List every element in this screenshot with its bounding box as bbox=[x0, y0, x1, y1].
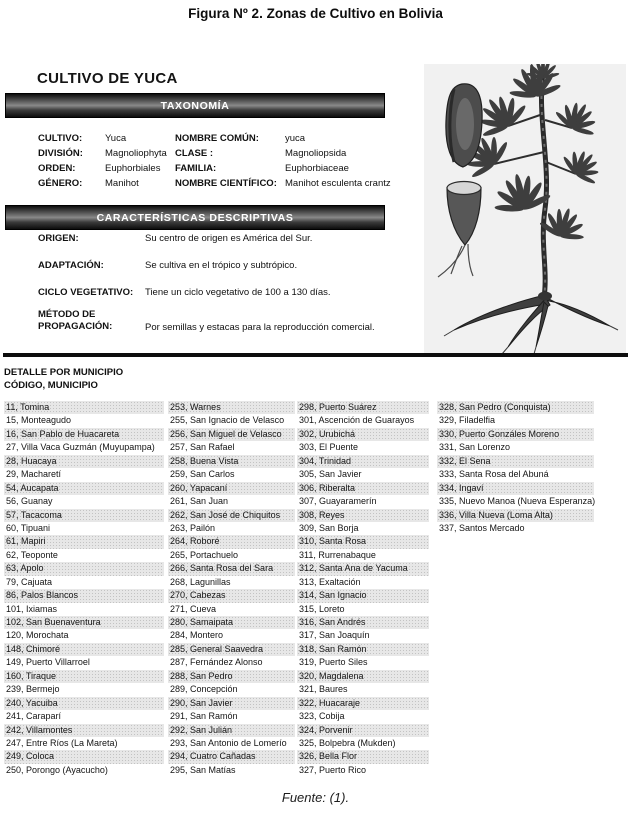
characteristic-row-metodo bbox=[38, 309, 408, 333]
municipio-item: 280, Samaipata bbox=[168, 616, 295, 629]
municipio-item: 290, San Javier bbox=[168, 697, 295, 710]
characteristic-value: Tiene un ciclo vegetativo de 100 a 130 días. bbox=[145, 287, 331, 298]
municipio-item: 101, Ixiamas bbox=[6, 603, 58, 614]
municipio-item: 62, Teoponte bbox=[6, 549, 58, 560]
municipio-item: 11, Tomina bbox=[4, 401, 164, 414]
municipio-item: 311, Rurrenabaque bbox=[299, 549, 376, 560]
municipio-item: 258, Buena Vista bbox=[168, 455, 295, 468]
taxonomy-row bbox=[38, 131, 398, 146]
municipio-item: 28, Huacaya bbox=[4, 455, 164, 468]
municipio-item: 54, Aucapata bbox=[4, 482, 164, 495]
municipio-item: 336, Villa Nueva (Loma Alta) bbox=[437, 509, 594, 522]
municipio-item: 259, San Carlos bbox=[170, 469, 235, 480]
municipio-item: 160, Tiraque bbox=[4, 670, 164, 683]
characteristic-label: CICLO VEGETATIVO: bbox=[38, 287, 134, 298]
municipio-item: 285, General Saavedra bbox=[168, 643, 295, 656]
municipio-item: 102, San Buenaventura bbox=[4, 616, 164, 629]
municipio-item: 308, Reyes bbox=[297, 509, 429, 522]
taxonomy-row bbox=[38, 176, 398, 191]
cassava-plant-illustration bbox=[424, 64, 626, 356]
characteristic-row-origen bbox=[38, 233, 408, 245]
taxonomy-value: Magnoliopsida bbox=[285, 148, 347, 159]
municipio-item: 315, Loreto bbox=[299, 603, 345, 614]
taxonomy-value: Euphorbiaceae bbox=[285, 163, 349, 174]
municipio-item: 301, Ascención de Guarayos bbox=[299, 415, 415, 426]
municipio-item: 241, Caraparí bbox=[6, 711, 62, 722]
municipio-item: 298, Puerto Suárez bbox=[297, 401, 429, 414]
characteristic-label: ADAPTACIÓN: bbox=[38, 260, 104, 271]
municipio-item: 262, San José de Chiquitos bbox=[168, 509, 295, 522]
taxonomy-value: Manihot esculenta crantz bbox=[285, 178, 391, 189]
municipio-item: 294, Cuatro Cañadas bbox=[168, 750, 295, 763]
municipio-item: 56, Guanay bbox=[6, 496, 53, 507]
municipio-item: 333, Santa Rosa del Abuná bbox=[439, 469, 549, 480]
municipio-item: 310, Santa Rosa bbox=[297, 535, 429, 548]
municipio-item: 332, El Sena bbox=[437, 455, 594, 468]
municipio-item: 329, Filadelfia bbox=[439, 415, 496, 426]
taxonomy-table bbox=[38, 131, 398, 191]
municipio-item: 317, San Joaquín bbox=[299, 630, 370, 641]
municipio-item: 291, San Ramón bbox=[170, 711, 238, 722]
municipio-item: 309, San Borja bbox=[299, 522, 359, 533]
municipio-item: 295, San Matías bbox=[170, 764, 236, 775]
taxonomy-label: ORDEN: bbox=[38, 163, 76, 174]
taxonomy-label: FAMILIA: bbox=[175, 163, 217, 174]
characteristics-section-header bbox=[5, 205, 385, 230]
taxonomy-value: Euphorbiales bbox=[105, 163, 161, 174]
municipio-item: 57, Tacacoma bbox=[4, 509, 164, 522]
figure-source: Fuente: (1). bbox=[281, 790, 350, 805]
municipio-item: 302, Urubichá bbox=[297, 428, 429, 441]
municipio-item: 284, Montero bbox=[170, 630, 224, 641]
taxonomy-value: Magnoliophyta bbox=[105, 148, 167, 159]
municipio-item: 335, Nuevo Manoa (Nueva Esperanza) bbox=[439, 496, 596, 507]
municipio-item: 319, Puerto Siles bbox=[299, 657, 368, 668]
municipios-heading-line2: CÓDIGO, MUNICIPIO bbox=[4, 380, 98, 391]
taxonomy-label: DIVISIÓN: bbox=[38, 148, 83, 159]
municipio-item: 16, San Pablo de Huacareta bbox=[4, 428, 164, 441]
municipio-item: 242, Villamontes bbox=[4, 724, 164, 737]
characteristics-header-label: CARACTERÍSTICAS DESCRIPTIVAS bbox=[96, 211, 294, 224]
municipio-item: 314, San Ignacio bbox=[297, 589, 429, 602]
municipio-item: 328, San Pedro (Conquista) bbox=[437, 401, 594, 414]
taxonomy-value: yuca bbox=[285, 133, 306, 144]
municipio-item: 247, Entre Ríos (La Mareta) bbox=[6, 737, 118, 748]
municipio-item: 86, Palos Blancos bbox=[4, 589, 164, 602]
municipio-item: 287, Fernández Alonso bbox=[170, 657, 263, 668]
taxonomy-label: GÉNERO: bbox=[38, 178, 83, 189]
municipio-item: 330, Puerto Gonzáles Moreno bbox=[437, 428, 594, 441]
municipio-item: 325, Bolpebra (Mukden) bbox=[299, 737, 396, 748]
municipio-item: 265, Portachuelo bbox=[170, 549, 239, 560]
municipio-item: 250, Porongo (Ayacucho) bbox=[6, 764, 108, 775]
taxonomy-row bbox=[38, 146, 398, 161]
characteristic-value: Por semillas y estacas para la reproducción comercial. bbox=[145, 322, 375, 333]
municipio-item: 79, Cajuata bbox=[6, 576, 53, 587]
municipio-item: 293, San Antonio de Lomerío bbox=[170, 737, 287, 748]
municipio-item: 61, Mapiri bbox=[4, 535, 164, 548]
municipios-heading bbox=[4, 366, 123, 392]
characteristic-value: Se cultiva en el trópico y subtrópico. bbox=[145, 260, 298, 271]
taxonomy-row bbox=[38, 161, 398, 176]
municipio-item: 29, Macharetí bbox=[6, 469, 62, 480]
municipio-item: 334, Ingaví bbox=[437, 482, 594, 495]
municipio-item: 303, El Puente bbox=[299, 442, 359, 453]
municipio-item: 316, San Andrés bbox=[297, 616, 429, 629]
municipio-item: 253, Warnes bbox=[168, 401, 295, 414]
municipio-item: 271, Cueva bbox=[170, 603, 217, 614]
characteristic-row-ciclo bbox=[38, 287, 408, 299]
municipio-item: 266, Santa Rosa del Sara bbox=[168, 562, 295, 575]
municipio-item: 304, Trinidad bbox=[297, 455, 429, 468]
municipio-column-1 bbox=[4, 401, 164, 777]
municipio-item: 240, Yacuiba bbox=[4, 697, 164, 710]
characteristic-label: MÉTODO DE PROPAGACIÓN: bbox=[38, 309, 113, 332]
municipio-item: 261, San Juan bbox=[170, 496, 229, 507]
taxonomy-label: CULTIVO: bbox=[38, 133, 83, 144]
taxonomy-header-label: TAXONOMÍA bbox=[160, 99, 230, 112]
taxonomy-label: NOMBRE COMÚN: bbox=[175, 133, 259, 144]
municipio-item: 337, Santos Mercado bbox=[439, 522, 525, 533]
municipio-column-4 bbox=[437, 401, 594, 535]
municipio-item: 306, Riberalta bbox=[297, 482, 429, 495]
municipio-item: 270, Cabezas bbox=[168, 589, 295, 602]
taxonomy-value: Yuca bbox=[105, 133, 127, 144]
municipio-item: 149, Puerto Villarroel bbox=[6, 657, 90, 668]
municipio-item: 257, San Rafael bbox=[170, 442, 235, 453]
taxonomy-label: CLASE : bbox=[175, 148, 213, 159]
municipio-item: 263, Pailón bbox=[170, 522, 216, 533]
municipio-item: 292, San Julián bbox=[168, 724, 295, 737]
municipio-item: 15, Monteagudo bbox=[6, 415, 72, 426]
municipio-item: 63, Apolo bbox=[4, 562, 164, 575]
municipio-item: 312, Santa Ana de Yacuma bbox=[297, 562, 429, 575]
municipio-item: 318, San Ramón bbox=[297, 643, 429, 656]
figure-title: Figura Nº 2. Zonas de Cultivo en Bolivia bbox=[188, 6, 443, 21]
municipio-item: 249, Coloca bbox=[4, 750, 164, 763]
cassava-plant-svg bbox=[424, 64, 626, 356]
municipio-item: 326, Bella Flor bbox=[297, 750, 429, 763]
municipio-item: 289, Concepción bbox=[170, 684, 238, 695]
municipio-item: 60, Tipuani bbox=[6, 522, 51, 533]
section-divider-rule bbox=[3, 353, 628, 357]
municipio-item: 288, San Pedro bbox=[168, 670, 295, 683]
municipio-item: 331, San Lorenzo bbox=[439, 442, 511, 453]
municipio-item: 327, Puerto Rico bbox=[299, 764, 367, 775]
municipio-item: 148, Chimoré bbox=[4, 643, 164, 656]
taxonomy-section-header bbox=[5, 93, 385, 118]
municipio-item: 120, Morochata bbox=[6, 630, 69, 641]
municipio-item: 305, San Javier bbox=[299, 469, 362, 480]
municipio-item: 264, Roboré bbox=[168, 535, 295, 548]
municipio-item: 27, Villa Vaca Guzmán (Muyupampa) bbox=[6, 442, 155, 453]
municipio-item: 313, Exaltación bbox=[299, 576, 361, 587]
municipio-item: 260, Yapacaní bbox=[168, 482, 295, 495]
municipio-item: 307, Guayaramerín bbox=[299, 496, 377, 507]
municipio-item: 321, Baures bbox=[299, 684, 348, 695]
crop-sheet-title: CULTIVO DE YUCA bbox=[37, 70, 178, 87]
taxonomy-label: NOMBRE CIENTÍFICO: bbox=[175, 178, 277, 189]
characteristic-label: ORIGEN: bbox=[38, 233, 79, 244]
municipio-item: 322, Huacaraje bbox=[297, 697, 429, 710]
municipio-item: 256, San Miguel de Velasco bbox=[168, 428, 295, 441]
municipio-column-3 bbox=[297, 401, 429, 777]
characteristic-row-adaptacion bbox=[38, 260, 408, 272]
municipio-item: 320, Magdalena bbox=[297, 670, 429, 683]
taxonomy-value: Manihot bbox=[105, 178, 139, 189]
characteristic-value: Su centro de origen es América del Sur. bbox=[145, 233, 313, 244]
municipio-item: 268, Lagunillas bbox=[170, 576, 231, 587]
municipio-item: 323, Cobija bbox=[299, 711, 345, 722]
municipio-item: 239, Bermejo bbox=[6, 684, 60, 695]
municipios-heading-line1: DETALLE POR MUNICIPIO bbox=[4, 367, 124, 378]
municipio-column-2 bbox=[168, 401, 295, 777]
municipio-item: 255, San Ignacio de Velasco bbox=[170, 415, 285, 426]
municipio-item: 324, Porvenir bbox=[297, 724, 429, 737]
